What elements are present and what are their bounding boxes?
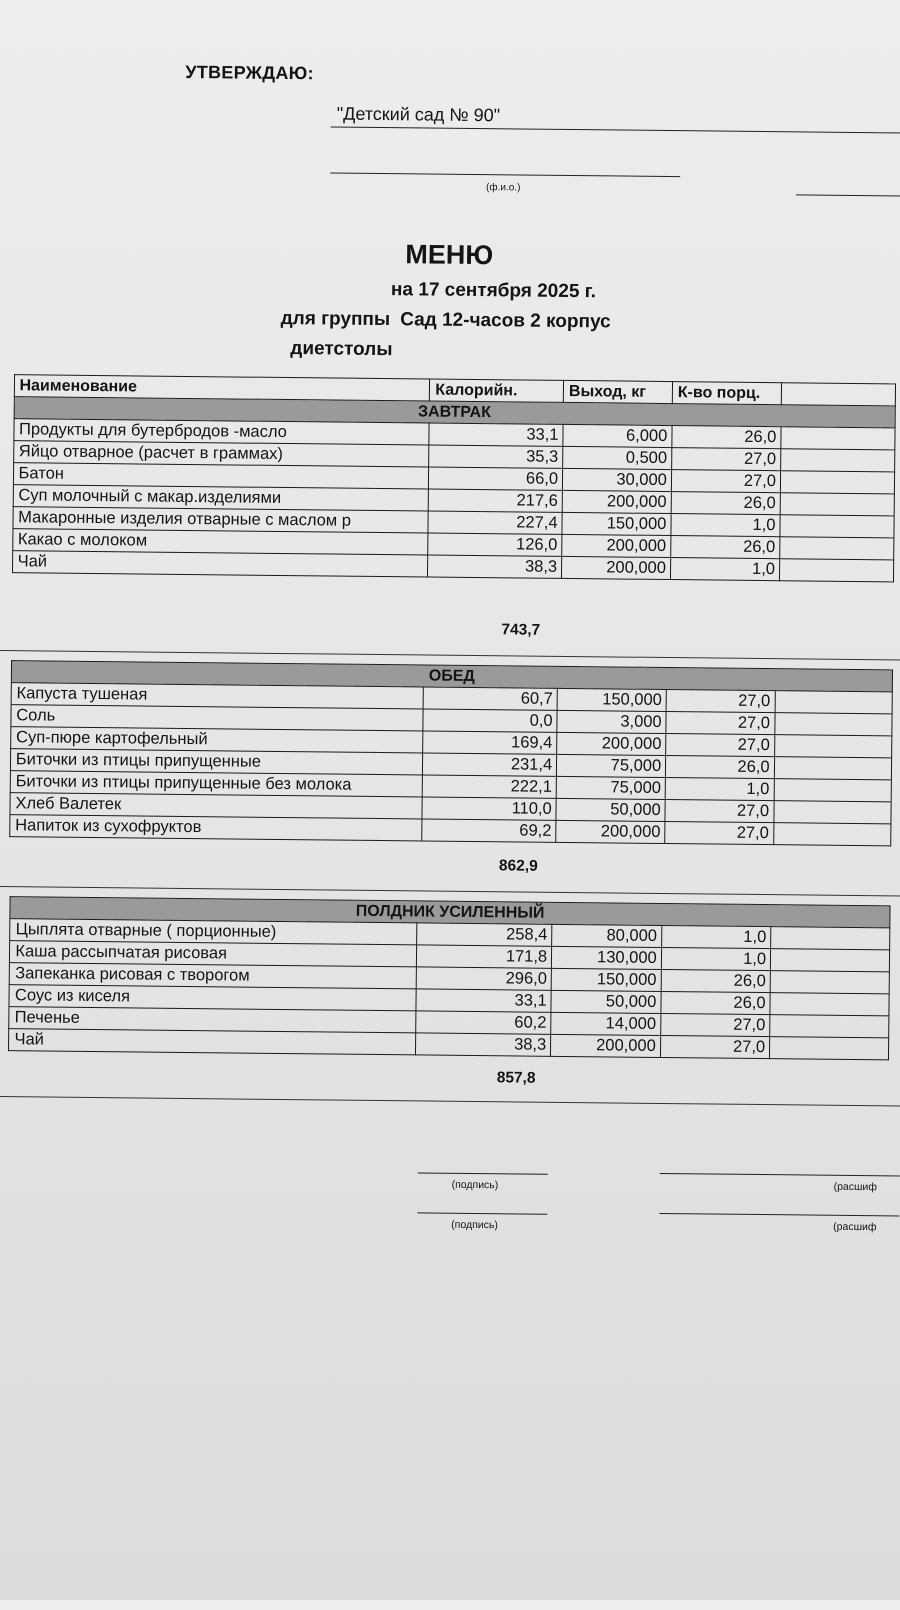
dish-name: Каша рассыпчатая рисовая (10, 941, 417, 967)
section-title: ОБЕД (11, 661, 892, 692)
decode-caption: (расшиф (833, 1180, 878, 1194)
row-gap (0, 704, 11, 726)
row-gap (0, 440, 13, 462)
extra-cell (770, 971, 889, 994)
snack-table (0, 896, 891, 1060)
row-gap (0, 770, 10, 792)
dish-name: Биточки из птицы припущенные без молока (10, 771, 423, 797)
snack-total: 857,8 (496, 1069, 536, 1087)
row-gap (0, 1028, 9, 1050)
dish-yield: 150,000 (551, 968, 661, 991)
dish-name: Соус из киселя (9, 985, 416, 1011)
row-gap (0, 814, 10, 836)
dish-portions: 26,0 (666, 756, 775, 779)
dish-name: Хлеб Валетек (10, 793, 423, 819)
signature-caption: (подпись) (451, 1218, 498, 1232)
dish-portions: 1,0 (661, 947, 771, 970)
row-gap (0, 462, 13, 484)
dish-portions: 1,0 (665, 778, 774, 801)
signature-line (418, 1172, 548, 1174)
dish-name: Цыплята отварные ( порционные) (10, 919, 417, 945)
row-gap (0, 1006, 9, 1028)
extra-cell (780, 471, 894, 494)
dish-portions: 26,0 (671, 536, 780, 559)
lunch-total: 862,9 (498, 857, 538, 875)
dish-calories: 60,2 (416, 1011, 551, 1034)
column-kcal-header: Калорийн. (430, 379, 564, 402)
dish-calories: 110,0 (422, 797, 556, 820)
dish-yield: 75,000 (557, 754, 666, 777)
dish-yield: 200,000 (557, 732, 666, 755)
dish-yield: 200,000 (551, 1034, 661, 1057)
dish-calories: 217,6 (429, 489, 563, 512)
group-label: для группы (280, 307, 391, 331)
dish-calories: 35,3 (429, 445, 563, 468)
extra-cell (771, 927, 890, 950)
lunch-table (0, 660, 893, 846)
row-gap (0, 506, 13, 528)
organization-name: "Детский сад № 90" (336, 103, 501, 126)
dish-calories: 222,1 (422, 775, 556, 798)
section-title: ЗАВТРАК (14, 397, 896, 428)
extra-cell (770, 993, 889, 1016)
breakfast-table (0, 374, 896, 582)
dish-calories: 231,4 (423, 753, 557, 776)
dish-calories: 227,4 (428, 511, 562, 534)
dish-portions: 27,0 (671, 470, 780, 493)
dish-portions: 27,0 (660, 1013, 770, 1036)
dish-portions: 1,0 (671, 514, 780, 537)
dish-yield: 0,500 (563, 446, 672, 469)
dish-calories: 126,0 (428, 533, 562, 556)
dish-name: Биточки из птицы припущенные (10, 749, 423, 775)
extra-cell (781, 449, 895, 472)
dish-portions: 27,0 (671, 448, 780, 471)
dish-portions: 1,0 (661, 925, 771, 948)
extra-cell (773, 823, 891, 846)
dish-yield: 50,000 (556, 798, 665, 821)
dish-portions: 27,0 (665, 800, 774, 823)
extra-cell (781, 427, 895, 450)
extra-cell (770, 1037, 889, 1060)
dish-portions: 27,0 (665, 822, 774, 845)
fio-underline-right (796, 194, 900, 196)
fio-caption: (ф.и.о.) (486, 182, 521, 194)
row-gap (0, 418, 14, 440)
row-gap (0, 984, 10, 1006)
menu-group (281, 308, 611, 333)
dish-portions: 26,0 (661, 991, 771, 1014)
decode-line (659, 1213, 899, 1217)
row-gap (0, 792, 10, 814)
row-gap (0, 726, 11, 748)
extra-cell (780, 493, 894, 516)
column-portions-header: К-во порц. (672, 382, 781, 405)
extra-cell (774, 779, 892, 802)
dish-portions: 26,0 (672, 426, 781, 449)
dish-name: Продукты для бутербродов -масло (13, 419, 429, 445)
signature-caption: (подпись) (451, 1178, 499, 1192)
dish-yield: 14,000 (551, 1012, 661, 1035)
dish-portions: 1,0 (670, 558, 779, 581)
row-gap (0, 748, 10, 770)
dish-name: Соль (11, 705, 424, 731)
row-gap (0, 550, 12, 572)
column-name-header: Наименование (14, 375, 430, 401)
column-extra-header (781, 383, 895, 406)
extra-cell (773, 801, 891, 824)
column-yield-header: Выход, кг (563, 380, 672, 403)
section-title: ПОЛДНИК УСИЛЕННЫЙ (10, 897, 890, 928)
row-gap (0, 940, 10, 962)
dish-name: Суп молочный с макар.изделиями (13, 485, 429, 511)
row-gap (0, 918, 10, 940)
decode-caption: (расшиф (833, 1220, 877, 1234)
approve-heading: УТВЕРЖДАЮ: (185, 61, 314, 84)
dish-name: Чай (12, 551, 428, 577)
menu-title: МЕНЮ (405, 239, 494, 271)
dish-yield: 75,000 (556, 776, 665, 799)
extra-cell (780, 537, 894, 560)
extra-cell (770, 1015, 889, 1038)
dish-calories: 38,3 (415, 1033, 550, 1056)
extra-cell (774, 757, 892, 780)
extra-cell (775, 691, 893, 714)
row-gap (0, 528, 13, 550)
dish-calories: 38,3 (428, 555, 562, 578)
dish-calories: 66,0 (429, 467, 563, 490)
extra-cell (774, 735, 892, 758)
dish-yield: 30,000 (562, 468, 671, 491)
dish-name: Суп-пюре картофельный (10, 727, 423, 753)
dish-yield: 50,000 (551, 990, 661, 1013)
dish-yield: 200,000 (562, 534, 671, 557)
dish-name: Печенье (9, 1007, 416, 1033)
dish-name: Яйцо отварное (расчет в граммах) (13, 441, 429, 467)
breakfast-total: 743,7 (501, 621, 541, 639)
section-divider (0, 1096, 900, 1107)
dish-calories: 258,4 (417, 923, 552, 946)
organization-underline (331, 126, 900, 133)
dish-portions: 27,0 (666, 712, 775, 735)
dish-yield: 130,000 (552, 946, 662, 969)
dish-calories: 0,0 (423, 709, 557, 732)
dish-yield: 6,000 (563, 424, 672, 447)
dish-name: Какао с молоком (12, 529, 428, 555)
dish-name: Макаронные изделия отварные с маслом р (13, 507, 429, 533)
decode-line (660, 1173, 900, 1177)
dish-portions: 27,0 (666, 690, 775, 713)
section-divider (0, 650, 900, 661)
dish-yield: 150,000 (557, 688, 666, 711)
dish-yield: 80,000 (552, 924, 662, 947)
dish-yield: 150,000 (562, 512, 671, 535)
extra-cell (780, 515, 894, 538)
fio-underline (330, 172, 680, 177)
diet-label: диетстолы (290, 338, 393, 361)
dish-calories: 69,2 (422, 819, 556, 842)
group-name: Сад 12-часов 2 корпус (400, 309, 611, 333)
signature-line (417, 1212, 547, 1214)
dish-yield: 3,000 (557, 710, 666, 733)
dish-calories: 171,8 (416, 945, 551, 968)
dish-portions: 26,0 (671, 492, 780, 515)
row-gap (0, 682, 11, 704)
dish-name: Капуста тушеная (11, 683, 424, 709)
dish-calories: 60,7 (423, 687, 557, 710)
dish-yield: 200,000 (562, 556, 671, 579)
menu-date: на 17 сентября 2025 г. (390, 279, 597, 303)
dish-calories: 33,1 (429, 423, 563, 446)
section-divider (0, 886, 900, 897)
extra-cell (774, 713, 892, 736)
dish-yield: 200,000 (562, 490, 671, 513)
dish-calories: 296,0 (416, 967, 551, 990)
dish-portions: 26,0 (661, 969, 771, 992)
dish-name: Чай (9, 1029, 416, 1055)
dish-yield: 200,000 (556, 820, 665, 843)
dish-portions: 27,0 (666, 734, 775, 757)
extra-cell (779, 559, 893, 582)
row-gap (0, 484, 13, 506)
dish-calories: 169,4 (423, 731, 557, 754)
dish-name: Запеканка рисовая с творогом (10, 963, 417, 989)
dish-name: Напиток из сухофруктов (10, 815, 423, 841)
dish-calories: 33,1 (416, 989, 551, 1012)
dish-name: Батон (13, 463, 429, 489)
row-gap (0, 962, 10, 984)
dish-portions: 27,0 (660, 1035, 770, 1058)
extra-cell (770, 949, 889, 972)
